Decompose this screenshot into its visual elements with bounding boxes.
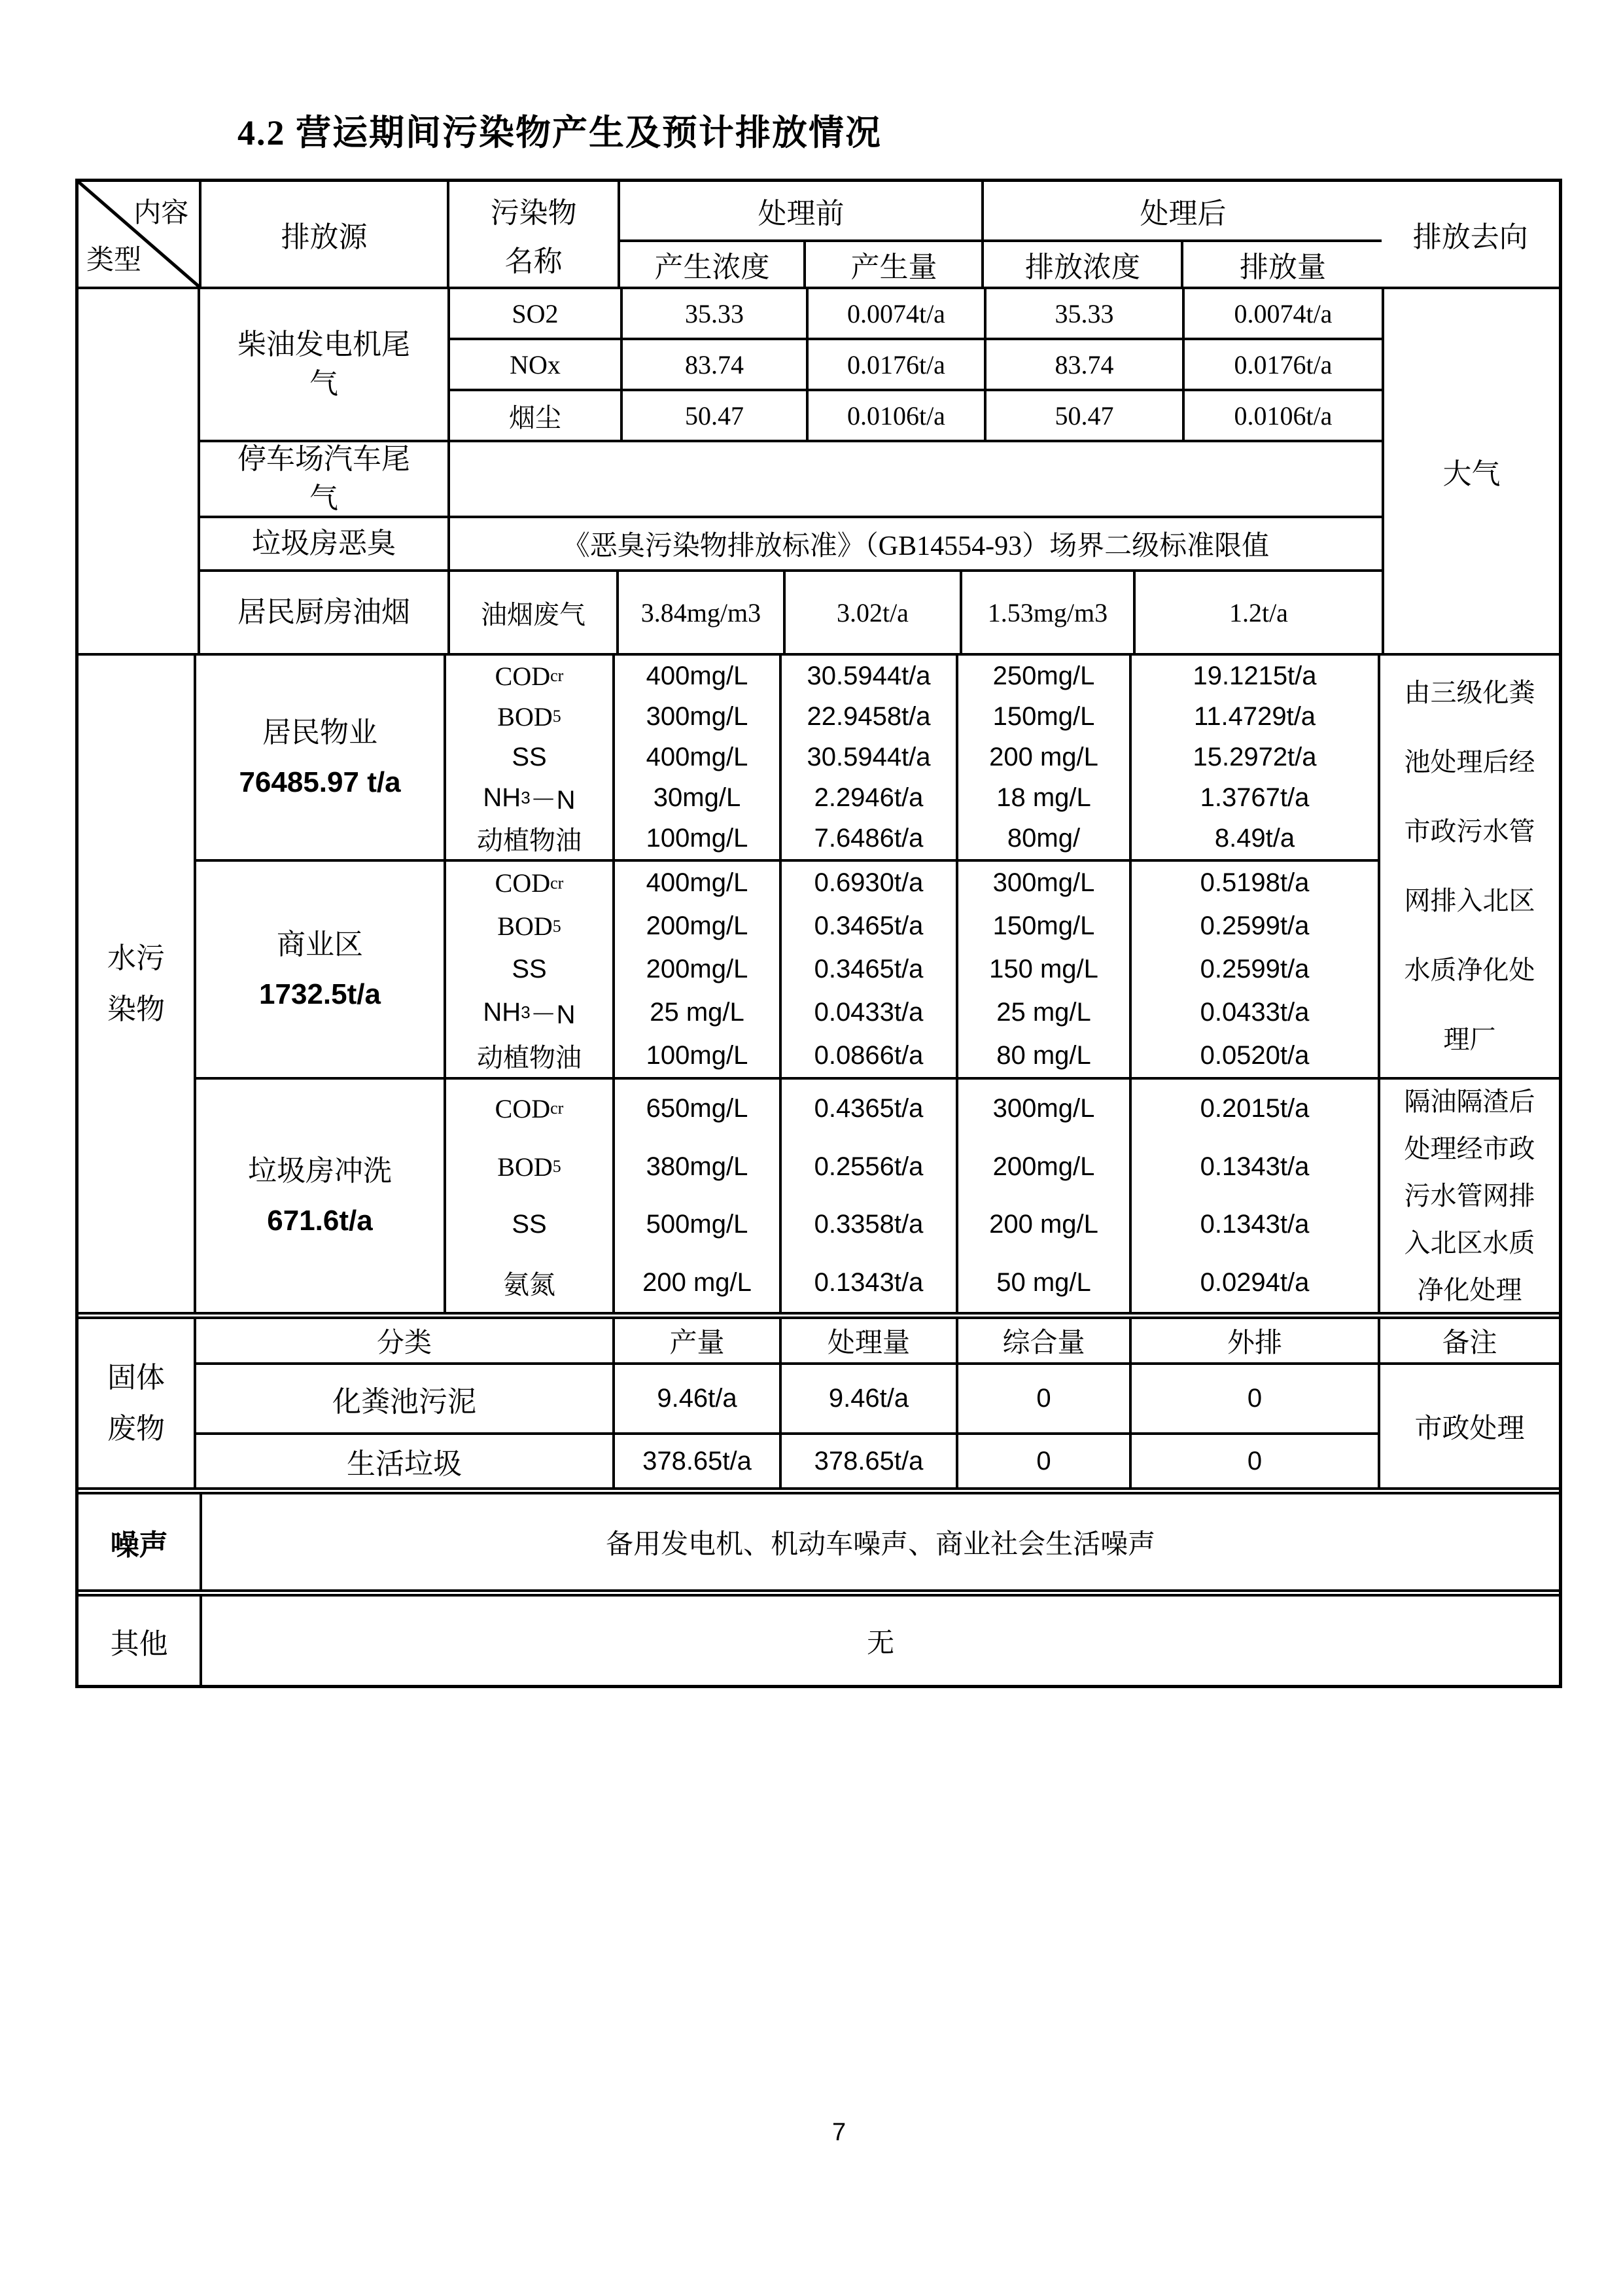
- commercial-source-cell: [196, 862, 446, 1077]
- gen-amount-value: 0.0433t/a: [814, 997, 924, 1027]
- noise-content: 备用发电机、机动车噪声、商业社会生活噪声: [606, 1529, 1156, 1560]
- page-title: 4.2 营运期间污染物产生及预计排放情况: [237, 113, 882, 152]
- dis-conc-value: 50.47: [986, 391, 1185, 440]
- table-header: [79, 182, 1559, 289]
- solid-category-cell: [79, 1319, 196, 1487]
- dis-amount-value: 0.5198t/a: [1200, 868, 1310, 898]
- pollutant-name: SS: [512, 1210, 547, 1239]
- flush-block: [196, 1080, 1380, 1312]
- flush-source-label: 垃圾房冲洗: [248, 1154, 392, 1187]
- dis-conc-value: 1.53mg/m3: [962, 572, 1136, 653]
- solid-row-name: 化粪池污泥: [196, 1365, 615, 1432]
- dis-amount-column: [1132, 656, 1378, 859]
- gen-conc-value: 100mg/L: [646, 824, 748, 853]
- dis-conc-value: 200 mg/L: [989, 743, 1098, 771]
- air-category-cell: [79, 289, 200, 653]
- gen-amount-value: 0.4365t/a: [814, 1093, 924, 1123]
- page-number: 7: [832, 2119, 846, 2146]
- residential-block: [196, 656, 1378, 862]
- header-dis-conc: 排放浓度: [984, 242, 1183, 287]
- pollutant-name: BOD 5: [497, 701, 561, 732]
- gen-conc-value: 30mg/L: [653, 783, 741, 813]
- solid-category-l2: 废物: [107, 1412, 165, 1445]
- noise-label: 噪声: [79, 1494, 202, 1589]
- gen-amount-value: 30.5944t/a: [807, 661, 931, 690]
- pollutant-name: 烟尘: [450, 391, 623, 440]
- header-gen-amount: 产生量: [806, 242, 984, 287]
- gen-conc-value: 200mg/L: [646, 911, 748, 941]
- dis-amount-column: [1132, 862, 1378, 1077]
- kitchen-row: [200, 572, 1382, 653]
- dis-conc-value: 50 mg/L: [996, 1268, 1091, 1298]
- diesel-source-label: 柴油发电机尾气: [237, 328, 410, 400]
- gen-amount-value: 30.5944t/a: [807, 743, 931, 771]
- gen-amount-value: 0.0866t/a: [814, 1040, 924, 1070]
- water-destination-main: 由三级化粪池处理后经市政污水管网排入北区水质净化处理厂: [1404, 678, 1535, 1054]
- dis-conc-value: 80mg/: [1007, 824, 1081, 853]
- odor-standard-note: 《恶臭污染物排放标准》（GB14554-93）场界二级标准限值: [562, 531, 1270, 561]
- air-destination-cell: 大气: [1442, 458, 1501, 490]
- kitchen-source-label: 居民厨房油烟: [237, 596, 410, 628]
- dis-amount-value: 0.0176t/a: [1234, 349, 1333, 380]
- gen-conc-value: 83.74: [623, 340, 809, 389]
- pollutant-name-column: [446, 656, 615, 859]
- header-pollutant-l1: 污染物: [490, 196, 577, 229]
- gen-conc-value: 500mg/L: [646, 1210, 748, 1239]
- pollutant-name: COD cr: [495, 661, 564, 691]
- table-row: [450, 340, 1382, 391]
- flush-source-cell: [196, 1080, 446, 1312]
- dis-conc-value: 25 mg/L: [996, 997, 1091, 1027]
- pollutant-name-column: [446, 862, 615, 1077]
- pollutant-name: NOx: [450, 340, 623, 389]
- solid-treated-value: 378.65t/a: [782, 1435, 958, 1487]
- other-label: 其他: [79, 1597, 202, 1685]
- header-treatment-group: [620, 182, 1382, 287]
- other-section: [79, 1589, 1559, 1685]
- solid-header-class: 分类: [196, 1319, 615, 1362]
- dis-amount-value: 0.0074t/a: [1234, 298, 1333, 328]
- dis-conc-value: 200 mg/L: [989, 1210, 1098, 1239]
- header-before-treatment: 处理前: [620, 182, 984, 239]
- header-content-label: 内容: [133, 198, 189, 228]
- pollutant-name: NH 3 －N: [483, 783, 576, 815]
- dis-amount-value: 11.4729t/a: [1193, 701, 1316, 731]
- solid-header-row: [196, 1319, 1559, 1365]
- diesel-source-cell: [200, 289, 450, 440]
- solid-category-l1: 固体: [107, 1361, 165, 1394]
- commercial-block: [196, 862, 1378, 1077]
- gen-conc-value: 3.84mg/m3: [619, 572, 786, 653]
- parking-source-label: 停车场汽车尾气: [237, 443, 410, 514]
- gen-conc-value: 400mg/L: [646, 868, 748, 898]
- gen-amount-column: [782, 862, 958, 1077]
- gen-amount-value: 0.3465t/a: [814, 954, 924, 983]
- odor-source-label: 垃圾房恶臭: [251, 527, 396, 559]
- gen-conc-column: [615, 656, 782, 859]
- pollutant-name: SS: [512, 743, 547, 771]
- dis-amount-value: 0.1343t/a: [1200, 1152, 1310, 1181]
- water-destination-main-cell: [1380, 656, 1559, 1077]
- commercial-source-label: 商业区: [277, 928, 363, 961]
- gen-amount-value: 0.0176t/a: [809, 340, 986, 389]
- header-type-label: 类型: [86, 245, 142, 275]
- dis-amount-value: 1.2t/a: [1229, 597, 1288, 627]
- pollutant-name: SS: [512, 954, 547, 983]
- pollutant-name: SO2: [450, 289, 623, 338]
- odor-row: [200, 518, 1382, 572]
- gen-conc-value: 650mg/L: [646, 1093, 748, 1123]
- table-row: [196, 1435, 1378, 1487]
- dis-conc-value: 18 mg/L: [996, 783, 1091, 813]
- dis-conc-column: [958, 862, 1132, 1077]
- gen-amount-value: 0.3465t/a: [814, 911, 924, 941]
- solid-row-name: 生活垃圾: [196, 1435, 615, 1487]
- parking-source-cell: [200, 442, 450, 516]
- pollutant-name: 动植物油: [477, 1042, 582, 1072]
- header-dis-amount: 排放量: [1239, 251, 1326, 283]
- water-category-l2: 染物: [107, 993, 165, 1025]
- dis-conc-column: [958, 656, 1132, 859]
- dis-conc-value: 150 mg/L: [989, 954, 1098, 983]
- solid-comprehensive-value: 0: [958, 1435, 1132, 1487]
- gen-conc-value: 400mg/L: [646, 743, 748, 771]
- dis-conc-value: 300mg/L: [992, 868, 1095, 898]
- diesel-block: [200, 289, 1382, 442]
- solid-remark-cell: 市政处理: [1414, 1413, 1525, 1444]
- air-section: [79, 289, 1559, 656]
- water-destination-flush: 隔油隔渣后处理经市政污水管网排入北区水质净化处理: [1404, 1086, 1535, 1305]
- residential-source-cell: [196, 656, 446, 859]
- dis-conc-value: 150mg/L: [992, 701, 1095, 731]
- dis-amount-value: 0.2599t/a: [1200, 954, 1310, 983]
- gen-amount-column: [782, 1080, 958, 1312]
- header-pollutant-l2: 名称: [504, 245, 563, 278]
- pollutant-name: 油烟废气: [450, 572, 619, 653]
- gen-conc-value: 25 mg/L: [650, 997, 744, 1027]
- gen-conc-value: 200mg/L: [646, 954, 748, 983]
- noise-section: [79, 1487, 1559, 1589]
- gen-amount-value: 0.0106t/a: [809, 391, 986, 440]
- dis-conc-column: [958, 1080, 1132, 1312]
- commercial-amount: 1732.5t/a: [259, 978, 381, 1010]
- solid-header-output: 产量: [615, 1319, 782, 1362]
- gen-conc-column: [615, 862, 782, 1077]
- solid-header-remark: 备注: [1442, 1328, 1497, 1358]
- gen-amount-value: 0.6930t/a: [814, 868, 924, 898]
- solid-header-external: 外排: [1132, 1319, 1380, 1362]
- gen-amount-value: 0.0074t/a: [809, 289, 986, 338]
- dis-conc-value: 35.33: [986, 289, 1185, 338]
- parking-note-cell: [450, 442, 1382, 516]
- solid-output-value: 9.46t/a: [615, 1365, 782, 1432]
- residential-source-label: 居民物业: [262, 716, 377, 749]
- solid-header-treated: 处理量: [782, 1319, 958, 1362]
- dis-conc-value: 250mg/L: [992, 661, 1095, 690]
- pollutant-name: BOD 5: [497, 1152, 561, 1182]
- solid-comprehensive-value: 0: [958, 1365, 1132, 1432]
- pollutant-name: 动植物油: [477, 826, 582, 856]
- gen-amount-value: 7.6486t/a: [814, 824, 924, 853]
- solid-external-value: 0: [1247, 1384, 1263, 1413]
- water-destination-flush-cell: [1380, 1080, 1559, 1312]
- solid-external-value: 0: [1247, 1446, 1263, 1475]
- water-category-cell: [79, 656, 196, 1312]
- dis-amount-value: 19.1215t/a: [1193, 661, 1317, 690]
- solid-treated-value: 9.46t/a: [782, 1365, 958, 1432]
- dis-conc-value: 300mg/L: [992, 1093, 1095, 1123]
- dis-amount-value: 0.0294t/a: [1200, 1268, 1310, 1298]
- header-after-treatment: 处理后: [1140, 198, 1227, 230]
- dis-amount-value: 0.0106t/a: [1234, 400, 1333, 431]
- residential-amount: 76485.97 t/a: [239, 766, 401, 798]
- header-source: 排放源: [201, 182, 449, 287]
- table-row: [450, 289, 1382, 340]
- air-middle: [200, 289, 1384, 653]
- header-destination: 排放去向: [1412, 221, 1528, 253]
- pollutant-name: COD cr: [495, 868, 564, 898]
- pollutant-name: 氨氮: [503, 1270, 555, 1300]
- water-section: [79, 656, 1559, 1312]
- pollutant-name-column: [446, 1080, 615, 1312]
- dis-amount-column: [1132, 1080, 1378, 1312]
- dis-conc-value: 80 mg/L: [996, 1040, 1091, 1070]
- gen-amount-value: 0.1343t/a: [814, 1268, 924, 1298]
- gen-conc-value: 50.47: [623, 391, 809, 440]
- parking-row: [200, 442, 1382, 518]
- gen-amount-column: [782, 656, 958, 859]
- water-category-l1: 水污: [107, 942, 165, 974]
- dis-amount-value: 15.2972t/a: [1193, 743, 1317, 771]
- header-corner-cell: [79, 182, 201, 287]
- gen-conc-value: 380mg/L: [646, 1152, 748, 1181]
- dis-conc-value: 83.74: [986, 340, 1185, 389]
- pollutant-name: NH 3 －N: [483, 997, 576, 1029]
- gen-conc-value: 35.33: [623, 289, 809, 338]
- dis-amount-value: 0.2015t/a: [1200, 1093, 1310, 1123]
- gen-amount-value: 2.2946t/a: [814, 783, 924, 813]
- pollutant-name: BOD 5: [497, 911, 561, 942]
- dis-amount-value: 0.0433t/a: [1200, 997, 1310, 1027]
- dis-amount-value: 8.49t/a: [1214, 824, 1295, 853]
- gen-conc-value: 200 mg/L: [642, 1268, 752, 1298]
- gen-amount-value: 0.3358t/a: [814, 1210, 924, 1239]
- table-row: [196, 1365, 1378, 1435]
- table-row: [450, 391, 1382, 440]
- dis-conc-value: 200mg/L: [992, 1152, 1095, 1181]
- kitchen-source-cell: [200, 572, 450, 653]
- flush-amount: 671.6t/a: [267, 1204, 373, 1237]
- header-pollutant-name: [449, 182, 621, 287]
- dis-amount-value: 0.2599t/a: [1200, 911, 1310, 941]
- gen-amount-value: 3.02t/a: [786, 572, 962, 653]
- gen-amount-value: 22.9458t/a: [807, 701, 931, 731]
- gen-conc-value: 400mg/L: [646, 661, 748, 690]
- dis-amount-value: 1.3767t/a: [1200, 783, 1310, 813]
- header-gen-conc: 产生浓度: [620, 242, 806, 287]
- other-content: 无: [867, 1628, 895, 1659]
- pollutant-table: [75, 179, 1562, 1688]
- gen-conc-column: [615, 1080, 782, 1312]
- solid-output-value: 378.65t/a: [615, 1435, 782, 1487]
- solid-waste-section: [79, 1312, 1559, 1487]
- odor-source-cell: [200, 518, 450, 569]
- gen-amount-value: 0.2556t/a: [814, 1152, 924, 1181]
- solid-header-comprehensive: 综合量: [958, 1319, 1132, 1362]
- dis-amount-value: 0.0520t/a: [1200, 1040, 1310, 1070]
- dis-amount-value: 0.1343t/a: [1200, 1210, 1310, 1239]
- dis-conc-value: 150mg/L: [992, 911, 1095, 941]
- pollutant-name: COD cr: [495, 1093, 564, 1123]
- gen-conc-value: 100mg/L: [646, 1040, 748, 1070]
- gen-conc-value: 300mg/L: [646, 701, 748, 731]
